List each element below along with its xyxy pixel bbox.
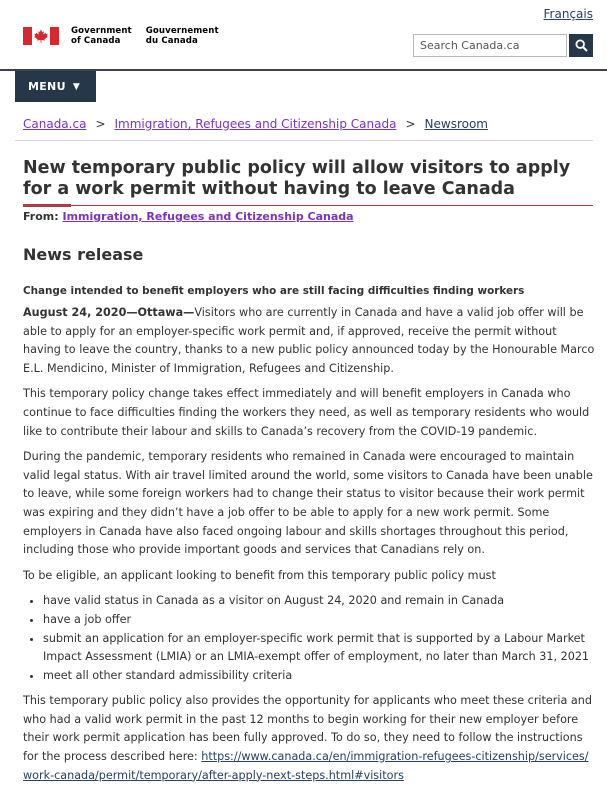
instructions-link[interactable]: https://www.canada.ca/en/immigration-refugees-citizenship/services/work-canada/permit/temporary/after-apply-next-steps.html#visitors bbox=[23, 750, 589, 782]
search-input[interactable] bbox=[413, 34, 567, 57]
chevron-down-icon: ▼ bbox=[72, 81, 81, 92]
menu-label: MENU bbox=[28, 80, 66, 93]
from-line bbox=[23, 210, 354, 223]
article-body bbox=[23, 304, 595, 792]
breadcrumb bbox=[23, 117, 598, 131]
from-label: From: bbox=[23, 210, 59, 223]
from-department-link[interactable]: Immigration, Refugees and Citizenship Canada bbox=[62, 210, 354, 223]
section-heading: News release bbox=[23, 245, 144, 264]
breadcrumb-canada-ca[interactable]: Canada.ca bbox=[23, 117, 87, 131]
paragraph-1: August 24, 2020—Ottawa—Visitors who are currently in Canada and have a valid job offer will be able to apply for an employer-specific work permit and, if approved, receive the permit without having to leave the country, thanks to a new public policy announced today by the Honourable Marco E.L. Mendicino, Minister of Immigration, Refugees and Citizenship. bbox=[23, 306, 595, 375]
breadcrumb-divider bbox=[15, 140, 593, 141]
menu-button[interactable] bbox=[15, 71, 96, 102]
list-item: • submit an application for an employer-specific work permit that is supported by a Labour Market Impact Assessment (LMIA) or an LMIA-exempt offer of employment, no later than March 31, 2021 bbox=[43, 630, 595, 667]
eligibility-list bbox=[23, 592, 595, 685]
breadcrumb-separator-icon: > bbox=[405, 117, 416, 131]
signature-french: Gouvernement du Canada bbox=[145, 26, 219, 46]
government-of-canada-signature[interactable] bbox=[23, 26, 219, 46]
list-item: • meet all other standard admissibility criteria bbox=[43, 667, 595, 686]
paragraph-4: To be eligible, an applicant looking to benefit from this temporary public policy must bbox=[23, 568, 496, 582]
paragraph-5: This temporary public policy also provides the opportunity for applicants who meet these criteria and who had a valid work permit in the past 12 months to begin working for their new employer before their work permit application has been fully approved. To do so, they need to follow the instructions for the process described here: https://www.canada.ca/en/immigration-refugees-citizenship/services/work-canada/permit/temporary/after-apply-next-steps.html#visitors bbox=[23, 694, 592, 782]
canada-flag-icon bbox=[23, 27, 59, 45]
search-icon bbox=[575, 39, 588, 52]
article-subtitle: Change intended to benefit employers who are still facing difficulties finding workers bbox=[23, 285, 525, 297]
breadcrumb-newsroom[interactable]: Newsroom bbox=[424, 117, 488, 131]
search-form bbox=[413, 34, 593, 57]
title-underline bbox=[71, 205, 593, 206]
language-toggle-link[interactable]: Français bbox=[543, 7, 593, 21]
signature-english: Government of Canada bbox=[71, 26, 132, 46]
list-item: • have valid status in Canada as a visitor on August 24, 2020 and remain in Canada bbox=[43, 592, 595, 611]
dateline: August 24, 2020—Ottawa— bbox=[23, 306, 195, 319]
title-accent-rule bbox=[23, 204, 71, 207]
breadcrumb-ircc[interactable]: Immigration, Refugees and Citizenship Canada bbox=[114, 117, 397, 131]
list-item: • have a job offer bbox=[43, 611, 595, 630]
breadcrumb-separator-icon: > bbox=[95, 117, 106, 131]
page-title: New temporary public policy will allow visitors to apply for a work permit without having to leave Canada bbox=[23, 158, 571, 199]
paragraph-3: During the pandemic, temporary residents who remained in Canada were encouraged to maintain valid legal status. With air travel limited around the world, some visitors to Canada have been unable to leave, while some foreign workers had to change their status to visitor because their work permit was expiring and they didn’t have a job offer to be able to apply for a new work permit. Some employers in Canada have also faced ongoing labour and skills shortages throughout this period, including those who provide important goods and services that Canadians rely on. bbox=[23, 450, 593, 557]
paragraph-2: This temporary policy change takes effect immediately and will benefit employers in Canada who continue to face difficulties finding the workers they need, as well as temporary residents who would like to contribute their labour and skills to Canada’s recovery from the COVID-19 pandemic. bbox=[23, 387, 590, 438]
search-button[interactable] bbox=[569, 34, 593, 57]
